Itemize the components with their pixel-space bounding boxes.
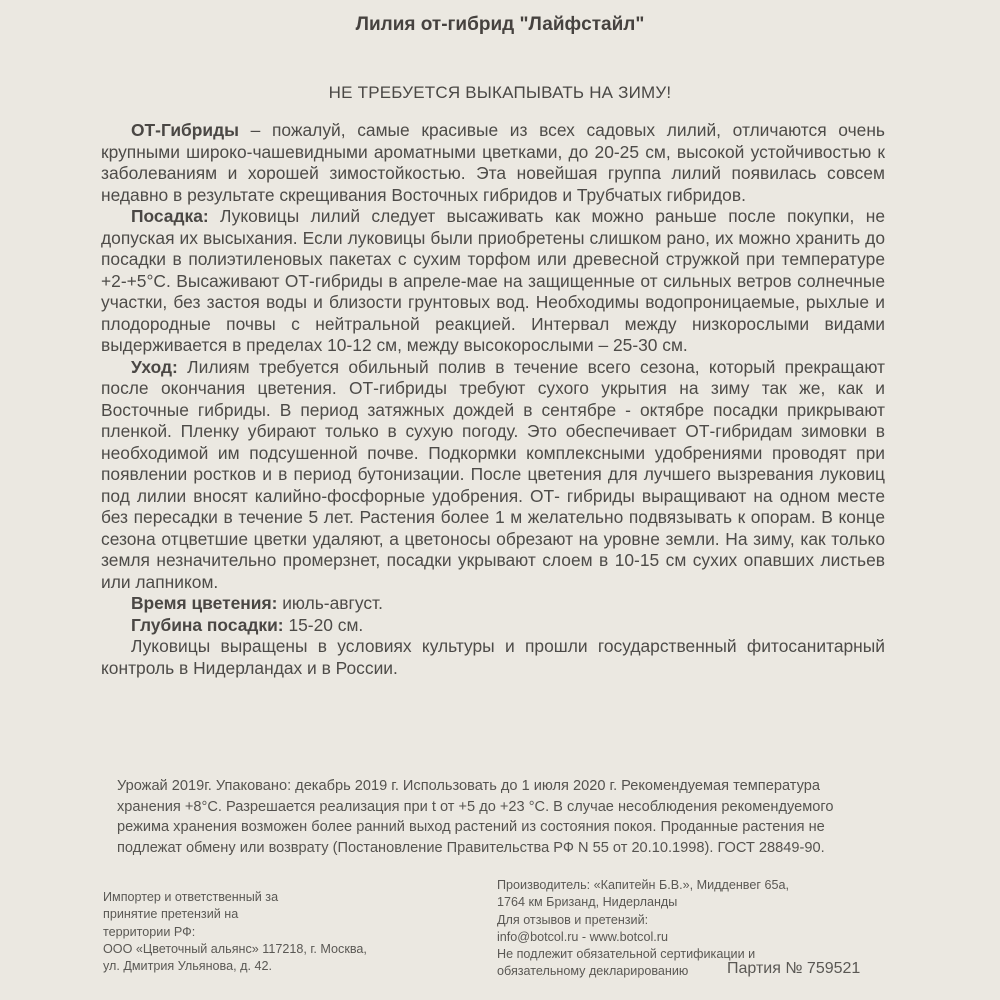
producer-contact-line: info@botcol.ru - www.botcol.ru [497,929,668,944]
product-title: Лилия от-гибрид "Лайфстайл" [355,14,645,35]
depth-paragraph [101,615,885,637]
care-label: Уход: [131,356,178,377]
importer-line: ул. Дмитрия Ульянова, д. 42. [103,959,272,974]
care-paragraph [101,357,885,594]
planting-label: Посадка: [131,206,209,226]
importer-line: территории РФ: [103,924,196,939]
storage-text: Урожай 2019г. Упаковано: декабрь 2019 г. Использовать до 1 июля 2020 г. Рекомендуемая температура хранения +8°С. Разрешается реализация при t от +5 до +23 °С. В случае несоблюдения рекомендуемого режима хранения возможен более ранний выход растений из состояния покоя. Проданные растения не подлежат обмену или возврату (Постановление Правительства РФ N 55 от 20.10.1998). ГОСТ 28849-90. [117,778,834,856]
producer-line: Производитель: «Капитейн Б.В.», Мидденвег 65а, [497,878,789,892]
depth-text: 15-20 см. [283,614,364,635]
importer-line: ООО «Цветочный альянс» 117218, г. Москва, [103,941,367,956]
description-block [101,120,885,679]
importer-line: принятие претензий на [103,907,239,922]
batch-number: Партия № 759521 [727,960,861,977]
producer-line: 1764 км Бризанд, Нидерланды [497,895,678,910]
depth-label: Глубина посадки: [131,614,284,635]
storage-info [117,776,862,858]
intro-text: – пожалуй, самые красивые из всех садовых лилий, отличаются очень крупными широко-чашевидными ароматными цветками, до 20-25 см, высокой устойчивостью к заболеваниям и хорошей зимостойкостью. Эта новейшая группа лилий появилась совсем недавно в результате скрещивания Восточных гибридов и Трубчатых гибридов. [101,120,885,205]
intro-paragraph [101,120,885,206]
bloom-text: июль-август. [277,593,383,613]
importer-line: Импортер и ответственный за [103,890,279,904]
winter-notice: НЕ ТРЕБУЕТСЯ ВЫКАПЫВАТЬ НА ЗИМУ! [328,83,672,102]
bloom-label: Время цветения: [131,593,278,613]
producer-line: обязательному декларированию [497,964,689,979]
importer-info [103,889,403,975]
care-text: Лилиям требуется обильный полив в течение всего сезона, который прекращают после окончания цветения. ОТ-гибриды требуют сухого укрытия на зиму так же, как и Восточные гибриды. В период затяжных дождей в сентябре - октябре посадки прикрывают пленкой. Пленку убирают только в сухую погоду. Это обеспечивает ОТ-гибридам зимовки в необходимой им подсушенной почве. Подкормки комплексными удобрениями проводят при появлении ростков и в период бутонизации. После цветения для лучшего вызревания луковиц под лилии вносят калийно-фосфорные удобрения. ОТ- гибриды выращивают на одном месте без пересадки в течение 5 лет. Растения более 1 м желательно подвязывать к опорам. В конце сезона отцветшие цветки удаляют, а цветоносы обрезают на уровне земли. На зиму, как только земля незначительно промерзнет, посадки укрывают слоем в 10-15 см сухих опавших листьев или лапником. [101,356,885,592]
certification-paragraph: Луковицы выращены в условиях культуры и прошли государственный фитосанитарный контроль в Нидерландах и в России. [101,636,885,678]
planting-paragraph [101,206,885,357]
intro-label: ОТ-Гибриды [131,120,240,140]
producer-line: Для отзывов и претензий: [497,912,649,927]
bloom-paragraph [101,593,885,615]
planting-text: Луковицы лилий следует высаживать как можно раньше после покупки, не допуская их высыхания. Если луковицы были приобретены слишком рано, их можно хранить до посадки в полиэтиленовых пакетах с сухим торфом или древесной стружкой при температуре +2-+5°С. Высаживают ОТ-гибриды в апреле-мае на защищенные от сильных ветров солнечные участки, без застоя воды и близости грунтовых вод. Необходимы водопроницаемые, рыхлые и плодородные почвы с нейтральной реакцией. Интервал между низкорослыми видами выдерживается в пределах 10-12 см, между высокорослыми – 25-30 см. [101,206,885,355]
producer-line: Не подлежит обязательной сертификации и [497,947,756,962]
